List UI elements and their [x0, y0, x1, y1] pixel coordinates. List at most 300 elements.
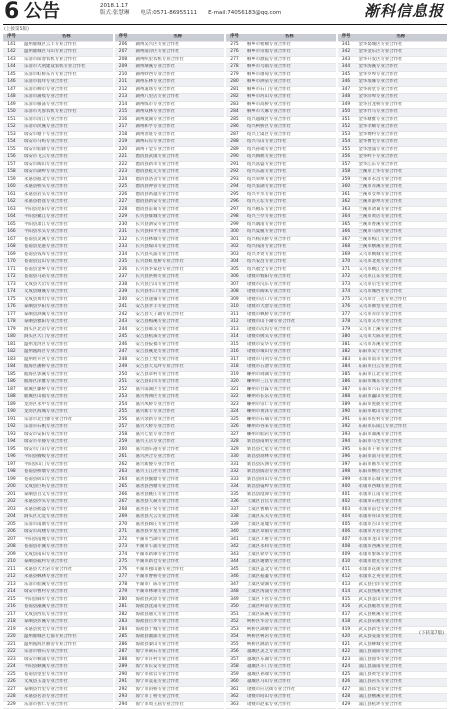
row-number: 277	[115, 574, 132, 581]
table-row	[3, 379, 113, 387]
table-row	[115, 132, 225, 140]
table-row	[115, 664, 225, 672]
table-row	[338, 469, 448, 477]
table-row	[338, 657, 448, 665]
header-number: 序号	[115, 34, 132, 41]
row-number: 345	[338, 72, 355, 79]
row-name: 上虞区驿亭专业合作社	[243, 552, 336, 559]
row-number: 220	[115, 147, 132, 154]
table-row	[226, 94, 336, 102]
row-number: 291	[226, 162, 243, 169]
table-row	[338, 319, 448, 327]
row-name: 湖州道场专业合作社	[132, 87, 225, 94]
row-name: 鹿城区藤桥专业合作社	[20, 387, 113, 394]
row-name: 新昌县澄潭专业合作社	[243, 492, 336, 499]
table-row	[338, 102, 448, 110]
table-row	[226, 522, 336, 530]
row-name: 平湖市当湖专业合作社	[132, 537, 225, 544]
table-row	[115, 207, 225, 215]
row-name: 东阳市湖溪专业合作社	[355, 432, 448, 439]
table-row	[226, 192, 336, 200]
table-row	[115, 612, 225, 620]
page-number: 6	[4, 1, 19, 23]
table-row	[3, 544, 113, 552]
table-row	[226, 79, 336, 87]
table-row	[338, 492, 448, 500]
row-number: 218	[3, 619, 20, 626]
row-name: 永嘉县碧莲专业合作社	[20, 199, 113, 206]
row-number: 283	[226, 102, 243, 109]
row-name: 越城区斗门专业合作社	[243, 664, 336, 671]
table-row	[3, 357, 113, 365]
row-name: 湖州石淙专业合作社	[132, 139, 225, 146]
table-row	[338, 642, 448, 650]
table-row	[3, 679, 113, 687]
header-name: 名称	[132, 34, 225, 41]
table-row	[115, 147, 225, 155]
row-name: 武义县新宅专业合作社	[355, 627, 448, 634]
row-number: 184	[3, 364, 20, 371]
row-number: 319	[226, 372, 243, 379]
row-number: 145	[3, 72, 20, 79]
row-name: 金华澧浦专业合作社	[355, 147, 448, 154]
row-name: 苍南县赤溪专业合作社	[20, 544, 113, 551]
row-name: 上虞区盖北专业合作社	[243, 567, 336, 574]
table-row	[3, 57, 113, 65]
row-number: 399	[338, 477, 355, 484]
row-name: 新昌县七星专业合作社	[243, 447, 336, 454]
table-row	[3, 439, 113, 447]
table-row	[3, 499, 113, 507]
row-name: 苍南县金乡专业合作社	[20, 267, 113, 274]
row-name: 安吉县天荒坪专业合作社	[132, 364, 225, 371]
table-row	[338, 567, 448, 575]
row-name: 湖州埭溪专业合作社	[132, 64, 225, 71]
row-name: 文成县西坑专业合作社	[20, 612, 113, 619]
row-name: 越城区东湖专业合作社	[243, 657, 336, 664]
table-row	[226, 177, 336, 185]
table-row	[115, 169, 225, 177]
row-number: 207	[115, 49, 132, 56]
row-number: 281	[226, 87, 243, 94]
row-number: 378	[338, 319, 355, 326]
row-number: 181	[3, 342, 20, 349]
table-row	[115, 72, 225, 80]
table-row	[338, 274, 448, 282]
table-row	[115, 124, 225, 132]
row-number: 344	[338, 64, 355, 71]
row-name: 湖州菱湖专业合作社	[132, 117, 225, 124]
row-number: 301	[226, 237, 243, 244]
row-number: 330	[226, 454, 243, 461]
row-number: 169	[3, 252, 20, 259]
row-name: 上虞区崧厦专业合作社	[243, 574, 336, 581]
row-name: 永嘉县枫林专业合作社	[20, 574, 113, 581]
table-row	[3, 702, 113, 709]
table-row	[338, 574, 448, 582]
row-name: 嘉善县罗星专业合作社	[132, 529, 225, 536]
table-row	[3, 259, 113, 267]
row-name: 武义县柳城专业合作社	[355, 642, 448, 649]
row-name: 新昌县回山专业合作社	[243, 477, 336, 484]
row-number: 165	[3, 222, 20, 229]
table-row	[3, 552, 113, 560]
row-name: 义乌市佛堂专业合作社	[355, 304, 448, 311]
table-row	[3, 507, 113, 515]
table-row	[3, 297, 113, 305]
row-name: 东阳市巍山专业合作社	[355, 394, 448, 401]
table-row	[338, 192, 448, 200]
row-number: 344	[226, 559, 243, 566]
row-number: 217	[115, 124, 132, 131]
row-name: 海盐县通元专业合作社	[132, 612, 225, 619]
row-number: 187	[3, 387, 20, 394]
row-name: 安吉县孝丰专业合作社	[132, 304, 225, 311]
row-number: 219	[115, 139, 132, 146]
table-row	[3, 282, 113, 290]
table-row	[226, 139, 336, 147]
row-number: 193	[3, 432, 20, 439]
table-row	[115, 244, 225, 252]
table-row	[115, 507, 225, 515]
row-name: 嘉兴新塍专业合作社	[132, 462, 225, 469]
row-name: 桐乡市高桥专业合作社	[243, 102, 336, 109]
table-row	[115, 49, 225, 57]
row-number: 394	[338, 439, 355, 446]
table-row	[338, 432, 448, 440]
table-row	[3, 304, 113, 312]
table-row	[3, 267, 113, 275]
row-number: 294	[226, 184, 243, 191]
row-number: 203	[3, 507, 20, 514]
row-name: 瑞安市仙降专业合作社	[20, 147, 113, 154]
row-number: 375	[338, 297, 355, 304]
table-row	[226, 267, 336, 275]
table-row	[115, 589, 225, 597]
row-number: 256	[115, 417, 132, 424]
row-number: 254	[115, 402, 132, 409]
row-number: 149	[3, 102, 20, 109]
row-name: 东阳市吴宁专业合作社	[355, 349, 448, 356]
row-number: 219	[3, 627, 20, 634]
table-row	[3, 514, 113, 522]
row-number: 218	[115, 132, 132, 139]
row-number: 213	[115, 94, 132, 101]
table-row	[338, 484, 448, 492]
row-number: 303	[226, 252, 243, 259]
table-row	[115, 342, 225, 350]
row-number: 358	[338, 169, 355, 176]
table-row	[115, 582, 225, 590]
row-name: 永康市前仓专业合作社	[355, 507, 448, 514]
row-number: 230	[115, 222, 132, 229]
row-name: 诸暨市枫桥专业合作社	[243, 312, 336, 319]
row-name: 永嘉县岩头专业合作社	[20, 192, 113, 199]
table-row	[226, 424, 336, 432]
table-row	[3, 589, 113, 597]
row-number: 220	[3, 634, 20, 641]
row-name: 洞头区北岙专业合作社	[20, 327, 113, 334]
table-row	[3, 252, 113, 260]
row-name: 平湖市新仓专业合作社	[132, 559, 225, 566]
row-name: 嵊州市剡湖专业合作社	[243, 372, 336, 379]
row-name: 苍南县矾山专业合作社	[20, 477, 113, 484]
table-row	[115, 567, 225, 575]
table-row	[3, 117, 113, 125]
table-row	[226, 589, 336, 597]
row-name: 嘉兴洪合专业合作社	[132, 454, 225, 461]
row-number: 321	[226, 387, 243, 394]
table-row	[115, 102, 225, 110]
row-number: 277	[226, 57, 243, 64]
table-row	[226, 289, 336, 297]
row-name: 绍兴钱清专业合作社	[243, 244, 336, 251]
row-name: 永康市花街专业合作社	[355, 567, 448, 574]
row-name: 新昌县沃洲专业合作社	[243, 462, 336, 469]
row-name: 平阳县南麂专业合作社	[20, 537, 113, 544]
row-name: 德清县雷甸专业合作社	[132, 207, 225, 214]
table-row	[226, 477, 336, 485]
row-name: 绍兴上虞区专业合作社	[243, 132, 336, 139]
table-row	[338, 87, 448, 95]
table-row	[3, 207, 113, 215]
row-number: 374	[338, 289, 355, 296]
row-number: 329	[226, 447, 243, 454]
table-row	[338, 147, 448, 155]
row-name: 绍兴稽东专业合作社	[243, 207, 336, 214]
row-number: 214	[115, 102, 132, 109]
row-number: 212	[3, 574, 20, 581]
table-row	[3, 619, 113, 627]
row-name: 嘉兴新丰专业合作社	[132, 409, 225, 416]
notice-table	[3, 34, 447, 630]
row-name: 安吉县上墅专业合作社	[132, 357, 225, 364]
row-number: 355	[226, 642, 243, 649]
table-row	[3, 672, 113, 680]
row-number: 393	[338, 432, 355, 439]
table-row	[3, 177, 113, 185]
row-number: 281	[115, 604, 132, 611]
table-row	[3, 72, 113, 80]
table-row	[3, 139, 113, 147]
row-name: 海宁市周王庙专业合作社	[132, 702, 225, 709]
row-number: 204	[3, 514, 20, 521]
row-name: 诸暨市山下湖专业合作社	[243, 319, 336, 326]
issue-meta	[100, 3, 281, 17]
row-name: 洞头区元觉专业合作社	[20, 514, 113, 521]
row-number: 376	[338, 304, 355, 311]
row-name: 湖州千金专业合作社	[132, 147, 225, 154]
row-name: 安吉县章村专业合作社	[132, 372, 225, 379]
row-name: 金华竹马专业合作社	[355, 109, 448, 116]
table-row	[338, 357, 448, 365]
table-row	[115, 627, 225, 635]
row-name: 柯桥区华舍专业合作社	[243, 619, 336, 626]
row-number: 177	[3, 312, 20, 319]
row-name: 绍兴王坛专业合作社	[243, 199, 336, 206]
table-row	[338, 582, 448, 590]
continued-to-note: (下转第7版)	[419, 631, 444, 637]
row-number: 289	[115, 664, 132, 671]
table-row	[115, 694, 225, 702]
table-row	[226, 642, 336, 650]
table-row	[115, 522, 225, 530]
row-name: 乐清市智仁专业合作社	[20, 702, 113, 709]
table-row	[226, 439, 336, 447]
table-column	[3, 34, 113, 630]
row-number: 360	[338, 184, 355, 191]
row-name: 永康市舟山专业合作社	[355, 514, 448, 521]
row-name: 越城区马山专业合作社	[243, 679, 336, 686]
row-name: 嘉兴凤桥专业合作社	[132, 402, 225, 409]
row-name: 浦江县檀溪专业合作社	[355, 694, 448, 701]
row-number: 262	[115, 462, 132, 469]
table-row	[226, 259, 336, 267]
row-number: 155	[3, 147, 20, 154]
table-row	[115, 447, 225, 455]
row-number: 372	[338, 274, 355, 281]
row-name: 义乌市江东专业合作社	[355, 274, 448, 281]
table-row	[338, 349, 448, 357]
table-row	[3, 154, 113, 162]
row-name: 安吉县报福专业合作社	[132, 342, 225, 349]
table-header-row	[115, 34, 225, 42]
row-number: 390	[338, 409, 355, 416]
table-row	[338, 117, 448, 125]
row-number: 351	[226, 612, 243, 619]
row-number: 182	[3, 349, 20, 356]
row-name: 兰溪市诸葛专业合作社	[355, 207, 448, 214]
row-number: 370	[338, 259, 355, 266]
row-name: 德清县新安专业合作社	[132, 199, 225, 206]
table-row	[3, 214, 113, 222]
row-name: 安吉县溪龙专业合作社	[132, 349, 225, 356]
table-row	[338, 499, 448, 507]
table-row	[115, 334, 225, 342]
row-name: 瑞安市马屿专业合作社	[20, 139, 113, 146]
row-name: 金华塘雅专业合作社	[355, 117, 448, 124]
table-row	[115, 109, 225, 117]
table-row	[338, 522, 448, 530]
row-number: 180	[3, 334, 20, 341]
row-name: 泰顺县筱村专业合作社	[20, 559, 113, 566]
row-number: 360	[226, 679, 243, 686]
row-name: 乐清市石帆专业合作社	[20, 424, 113, 431]
row-name: 永康市象珠专业合作社	[355, 552, 448, 559]
row-name: 湖州八里店专业合作社	[132, 94, 225, 101]
row-number: 422	[338, 649, 355, 656]
row-number: 395	[338, 447, 355, 454]
row-name: 嵊州市石璜专业合作社	[243, 417, 336, 424]
row-name: 永康市龙山专业合作社	[355, 537, 448, 544]
table-row	[115, 544, 225, 552]
row-number: 288	[115, 657, 132, 664]
row-number: 403	[338, 507, 355, 514]
row-number: 212	[115, 87, 132, 94]
row-name: 嵊州市长乐专业合作社	[243, 394, 336, 401]
row-number: 275	[226, 42, 243, 49]
row-number: 383	[338, 357, 355, 364]
table-row	[226, 529, 336, 537]
row-name: 兰溪市游埠专业合作社	[355, 199, 448, 206]
row-number: 389	[338, 402, 355, 409]
row-name: 绍兴孙端专业合作社	[243, 147, 336, 154]
row-name: 桐乡市洲泉专业合作社	[243, 79, 336, 86]
row-number: 207	[3, 537, 20, 544]
table-row	[115, 687, 225, 695]
row-number: 272	[115, 537, 132, 544]
row-number: 346	[226, 574, 243, 581]
table-row	[3, 342, 113, 350]
table-row	[3, 484, 113, 492]
table-row	[115, 184, 225, 192]
row-name: 永康市方岩专业合作社	[355, 529, 448, 536]
table-row	[338, 409, 448, 417]
row-name: 越城区孙端专业合作社	[243, 672, 336, 679]
table-row	[226, 694, 336, 702]
table-row	[338, 342, 448, 350]
row-name: 东阳市东阳江专业合作社	[355, 424, 448, 431]
table-column	[338, 34, 448, 630]
row-name: 诸暨市暨阳专业合作社	[243, 274, 336, 281]
row-name: 泰顺县百丈专业合作社	[20, 492, 113, 499]
row-name: 诸暨市赵家专业合作社	[243, 702, 336, 709]
table-row	[115, 87, 225, 95]
row-number: 186	[3, 379, 20, 386]
row-number: 172	[3, 274, 20, 281]
table-row	[226, 229, 336, 237]
row-name: 桐乡市河山专业合作社	[243, 94, 336, 101]
row-name: 义乌市稠城专业合作社	[355, 252, 448, 259]
table-row	[338, 282, 448, 290]
row-name: 新昌县镜岭专业合作社	[243, 484, 336, 491]
table-row	[226, 492, 336, 500]
table-row	[338, 132, 448, 140]
row-number: 351	[338, 117, 355, 124]
table-row	[115, 57, 225, 65]
table-row	[338, 514, 448, 522]
row-name: 绍兴马山专业合作社	[243, 139, 336, 146]
row-number: 208	[115, 57, 132, 64]
row-name: 平湖市广陈专业合作社	[132, 582, 225, 589]
row-name: 瓯海区潘桥专业合作社	[20, 364, 113, 371]
table-row	[226, 214, 336, 222]
row-number: 361	[338, 192, 355, 199]
table-row	[3, 447, 113, 455]
row-name: 东阳市江北专业合作社	[355, 372, 448, 379]
table-row	[115, 672, 225, 680]
table-row	[3, 424, 113, 432]
table-row	[115, 372, 225, 380]
row-name: 嘉兴七星专业合作社	[132, 432, 225, 439]
row-number: 197	[3, 462, 20, 469]
row-number: 295	[226, 192, 243, 199]
row-number: 216	[115, 117, 132, 124]
table-row	[226, 102, 336, 110]
row-name: 义乌市后宅专业合作社	[355, 282, 448, 289]
row-number: 345	[226, 567, 243, 574]
row-number: 259	[115, 439, 132, 446]
row-name: 平湖市新埭专业合作社	[132, 552, 225, 559]
table-row	[338, 304, 448, 312]
row-name: 诸暨市陶朱专业合作社	[243, 289, 336, 296]
table-row	[338, 559, 448, 567]
row-number: 223	[115, 169, 132, 176]
row-number: 416	[338, 604, 355, 611]
row-name: 泰顺县彭溪专业合作社	[20, 619, 113, 626]
table-row	[338, 109, 448, 117]
row-number: 418	[338, 619, 355, 626]
